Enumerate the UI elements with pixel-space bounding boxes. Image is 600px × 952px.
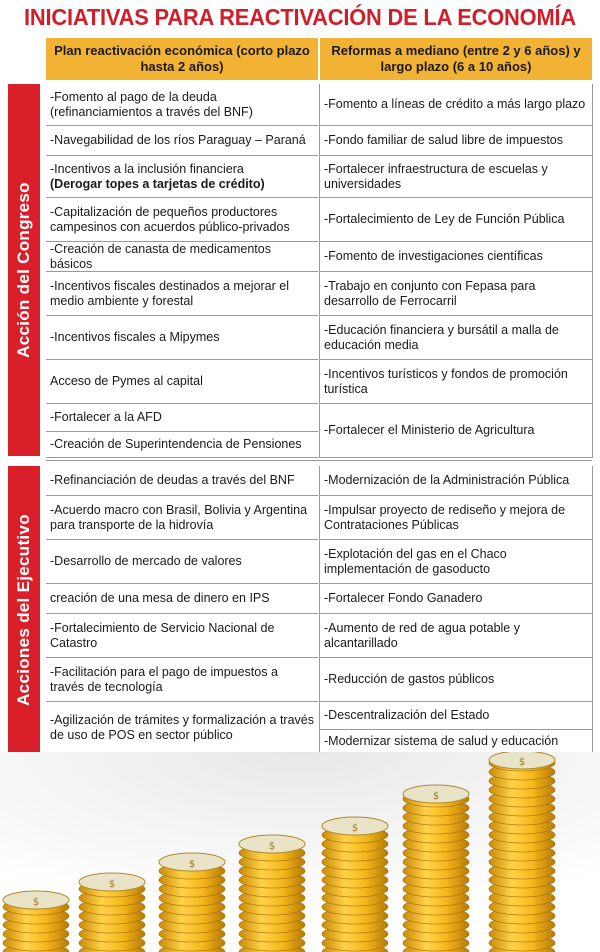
congreso-long-item: -Educación financiera y bursátil a malla de educación media xyxy=(319,316,592,360)
table-right-border xyxy=(592,84,593,458)
ejecutivo-long-item: -Impulsar proyecto de rediseño y mejora de Contrataciones Públicas xyxy=(319,496,592,540)
section-divider xyxy=(46,460,592,461)
header-long-term: Reformas a mediano (entre 2 y 6 años) y largo plazo (6 a 10 años) xyxy=(320,38,592,80)
ejecutivo-short-item: -Acuerdo macro con Brasil, Bolivia y Argentina para transporte de la hidrovía xyxy=(46,496,318,540)
congreso-long-item: -Fortalecer el Ministerio de Agricultura xyxy=(319,404,592,458)
ejecutivo-side-label xyxy=(8,466,40,754)
ejecutivo-label: Acciones del Ejecutivo xyxy=(14,514,33,706)
ejecutivo-long-item: -Aumento de red de agua potable y alcantarillado xyxy=(319,614,592,658)
dollar-sign-icon: $ xyxy=(188,859,196,870)
ejecutivo-long-item: -Reducción de gastos públicos xyxy=(319,658,592,702)
ejecutivo-long-item: -Modernizar sistema de salud y educación xyxy=(319,730,592,754)
ejecutivo-long-item: -Explotación del gas en el Chaco implementación de gasoducto xyxy=(319,540,592,584)
congreso-short-item: -Creación de Superintendencia de Pensiones xyxy=(46,432,318,458)
ejecutivo-short-item: -Refinanciación de deudas a través del BNF xyxy=(46,466,318,496)
congreso-long-item: -Incentivos turísticos y fondos de promoción turística xyxy=(319,360,592,404)
coin-stacks-illustration xyxy=(0,752,600,952)
congreso-side-label xyxy=(8,84,40,456)
ejecutivo-short-item: -Desarrollo de mercado de valores xyxy=(46,540,318,584)
congreso-long-item: -Fomento de investigaciones científicas xyxy=(319,242,592,272)
dollar-sign-icon: $ xyxy=(351,823,359,834)
congreso-long-item: -Fomento a líneas de crédito a más largo plazo xyxy=(319,84,592,126)
ejecutivo-long-item: -Fortalecer Fondo Ganadero xyxy=(319,584,592,614)
ejecutivo-long-item: -Modernización de la Administración Pública xyxy=(319,466,592,496)
ejecutivo-long-item: -Descentralización del Estado xyxy=(319,702,592,730)
dollar-sign-icon: $ xyxy=(268,841,276,852)
dollar-sign-icon: $ xyxy=(32,897,40,908)
congreso-short-item: -Capitalización de pequeños productores campesinos con acuerdos público-privados xyxy=(46,198,318,242)
ejecutivo-short-item: -Agilización de trámites y formalización a través de uso de POS en sector público xyxy=(46,702,318,754)
congreso-long-item: -Fortalecimiento de Ley de Función Pública xyxy=(319,198,592,242)
congreso-short-item: -Incentivos fiscales destinados a mejorar el medio ambiente y forestal xyxy=(46,272,318,316)
ejecutivo-short-item: -Fortalecimiento de Servicio Nacional de Catastro xyxy=(46,614,318,658)
congreso-short-item-bold: (Derogar topes a tarjetas de crédito) xyxy=(50,176,265,191)
ejecutivo-short-item: creación de una mesa de dinero en IPS xyxy=(46,584,318,614)
page-title: INICIATIVAS PARA REACTIVACIÓN DE LA ECONOMÍA xyxy=(24,4,576,30)
congreso-short-item: -Navegabilidad de los ríos Paraguay – Paraná xyxy=(46,126,318,156)
dollar-sign-icon: $ xyxy=(432,791,440,802)
header-short-term: Plan reactivación económica (corto plazo hasta 2 años) xyxy=(46,38,318,80)
congreso-long-item: -Trabajo en conjunto con Fepasa para desarrollo de Ferrocarril xyxy=(319,272,592,316)
congreso-short-item: -Incentivos a la inclusión financiera xyxy=(50,161,244,176)
table-right-border xyxy=(592,466,593,754)
ejecutivo-short-item: -Facilitación para el pago de impuestos a través de tecnología xyxy=(46,658,318,702)
congreso-short-item: -Creación de canasta de medicamentos básicos xyxy=(46,242,318,272)
congreso-short-item: -Incentivos fiscales a Mipymes xyxy=(46,316,318,360)
congreso-label: Acción del Congreso xyxy=(14,182,33,358)
dollar-sign-icon: $ xyxy=(108,879,116,890)
congreso-short-item: -Fortalecer a la AFD xyxy=(46,404,318,432)
dollar-sign-icon: $ xyxy=(518,757,526,768)
congreso-short-item: Acceso de Pymes al capital xyxy=(46,360,318,404)
congreso-long-item: -Fondo familiar de salud libre de impuestos xyxy=(319,126,592,156)
congreso-short-item-group xyxy=(46,156,318,198)
congreso-long-item: -Fortalecer infraestructura de escuelas y universidades xyxy=(319,156,592,198)
congreso-short-item: -Fomento al pago de la deuda (refinanciamientos a través del BNF) xyxy=(46,84,318,126)
